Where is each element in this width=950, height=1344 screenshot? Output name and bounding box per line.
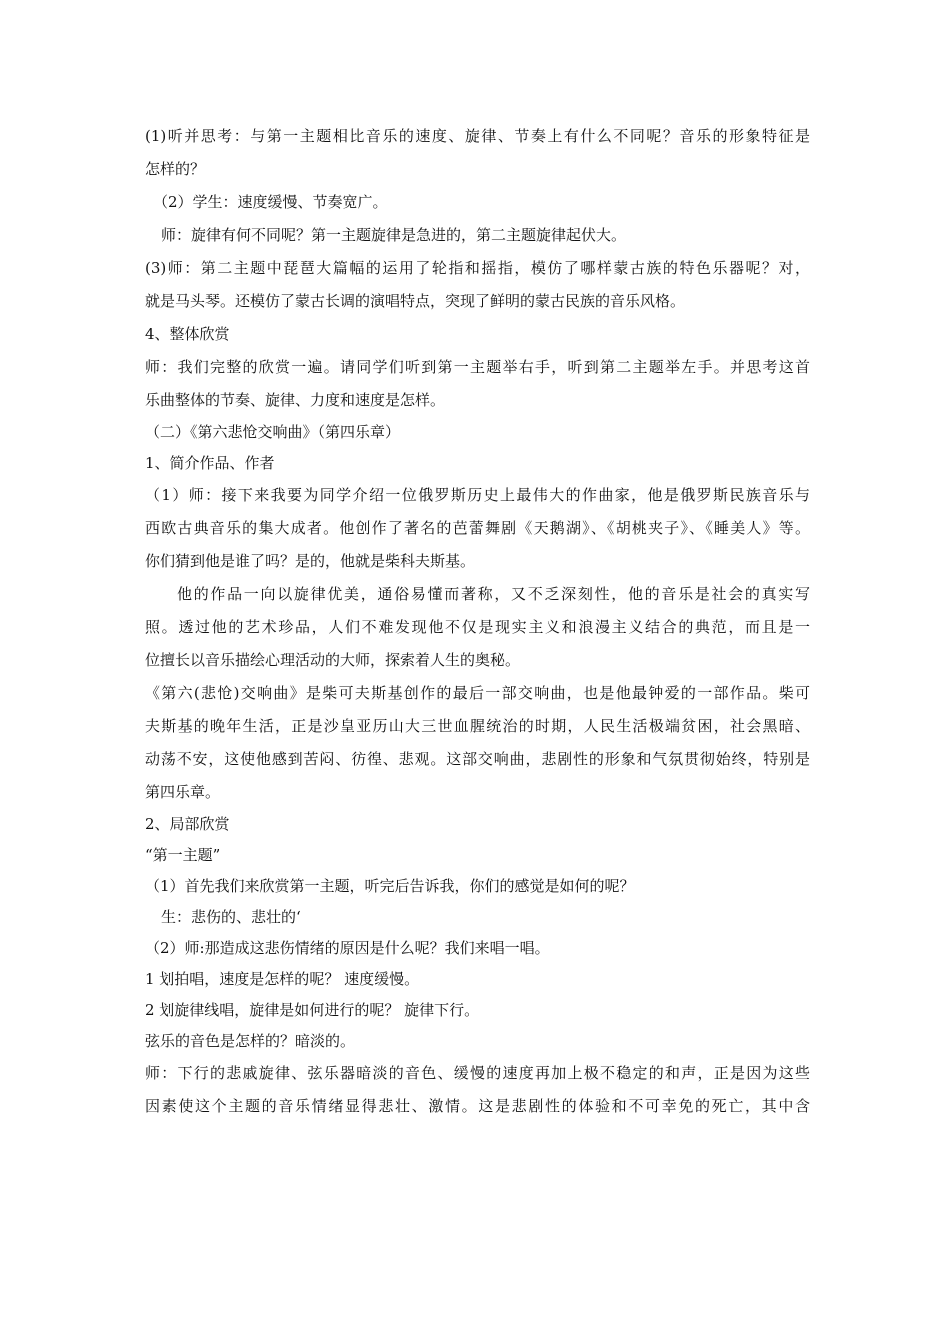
- paragraph-line: 夫斯基的晚年生活，正是沙皇亚历山大三世血腥统治的时期，人民生活极端贫困，社会黑暗、: [145, 717, 810, 735]
- paragraph-line: 第四乐章。: [145, 783, 221, 801]
- paragraph-line: 怎样的？: [145, 160, 206, 178]
- paragraph-line: 1 划拍唱，速度是怎样的呢？ 速度缓慢。: [145, 970, 420, 988]
- subsection-heading: “第一主题”: [145, 846, 221, 864]
- paragraph-line: （1）首先我们来欣赏第一主题，听完后告诉我，你们的感觉是如何的呢？: [145, 877, 635, 895]
- paragraph-line: 动荡不安，这使他感到苦闷、彷徨、悲观。这部交响曲，悲剧性的形象和气氛贯彻始终，特别是: [145, 750, 810, 768]
- paragraph-line: 他的作品一向以旋律优美，通俗易懂而著称，又不乏深刻性，他的音乐是社会的真实写: [177, 585, 810, 603]
- paragraph-line: 你们猜到他是谁了吗？是的，他就是柴科夫斯基。: [145, 552, 476, 570]
- section-heading: 2、局部欣赏: [145, 815, 230, 833]
- paragraph-line: 师：下行的悲戚旋律、弦乐器暗淡的音色、缓慢的速度再加上极不稳定的和声，正是因为这些: [145, 1064, 810, 1082]
- paragraph-line: 生：悲伤的、悲壮的‘: [161, 908, 301, 926]
- section-heading: 1、简介作品、作者: [145, 454, 275, 472]
- paragraph-line: （2）师:那造成这悲伤情绪的原因是什么呢？我们来唱一唱。: [145, 939, 550, 957]
- paragraph-line: （1）师：接下来我要为同学介绍一位俄罗斯历史上最伟大的作曲家，他是俄罗斯民族音乐与: [145, 486, 810, 504]
- section-heading: 4、整体欣赏: [145, 325, 230, 343]
- paragraph-line: (3)师：第二主题中琵琶大篇幅的运用了轮指和摇指，模仿了哪样蒙古族的特色乐器呢？对，: [145, 259, 810, 277]
- paragraph-line: （2）学生：速度缓慢、节奏宽广。: [153, 193, 388, 211]
- paragraph-line: 弦乐的音色是怎样的？暗淡的。: [145, 1032, 356, 1050]
- paragraph-line: 师：我们完整的欣赏一遍。请同学们听到第一主题举右手，听到第二主题举左手。并思考这首: [145, 358, 810, 376]
- paragraph-line: (1)听并思考：与第一主题相比音乐的速度、旋律、节奏上有什么不同呢？音乐的形象特征是: [145, 127, 810, 145]
- paragraph-line: 照。透过他的艺术珍品，人们不难发现他不仅是现实主义和浪漫主义结合的典范，而且是一: [145, 618, 810, 636]
- paragraph-line: 师：旋律有何不同呢？第一主题旋律是急进的，第二主题旋律起伏大。: [161, 226, 627, 244]
- document-body: [145, 120, 810, 1123]
- section-heading: （二）《第六悲怆交响曲》（第四乐章）: [145, 423, 401, 441]
- paragraph-line: 位擅长以音乐描绘心理活动的大师，探索着人生的奥秘。: [145, 651, 521, 669]
- paragraph-line: 《第六(悲怆)交响曲》是柴可夫斯基创作的最后一部交响曲，也是他最钟爱的一部作品。柴可: [145, 684, 810, 702]
- paragraph-line: 就是马头琴。还模仿了蒙古长调的演唱特点，突现了鲜明的蒙古民族的音乐风格。: [145, 292, 686, 310]
- paragraph-line: 因素使这个主题的音乐情绪显得悲壮、激情。这是悲剧性的体验和不可幸免的死亡，其中含: [145, 1097, 810, 1115]
- paragraph-line: 乐曲整体的节奏、旋律、力度和速度是怎样。: [145, 391, 446, 409]
- paragraph-line: 西欧古典音乐的集大成者。他创作了著名的芭蕾舞剧《天鹅湖》、《胡桃夹子》、《睡美人》等。: [145, 519, 810, 537]
- paragraph-line: 2 划旋律线唱，旋律是如何进行的呢？ 旋律下行。: [145, 1001, 480, 1019]
